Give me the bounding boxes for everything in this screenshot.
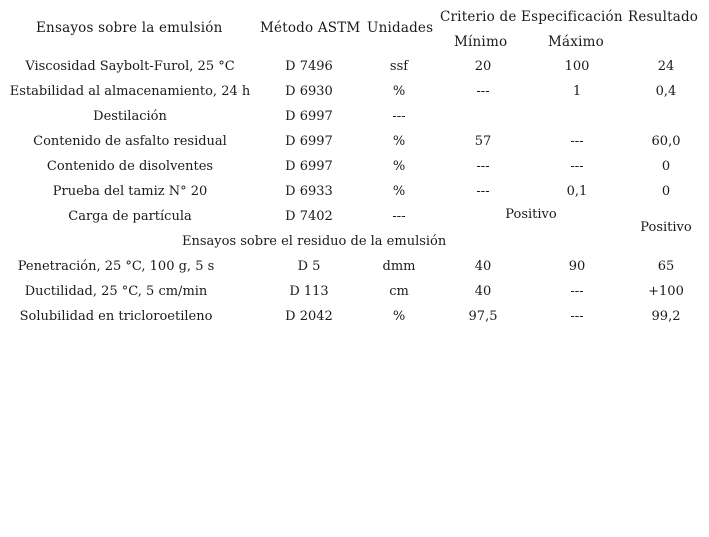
- astm-method: D 6997: [285, 109, 333, 124]
- header-result: Resultado: [628, 9, 699, 25]
- astm-method: D 7496: [285, 59, 333, 74]
- result: 60,0: [651, 134, 681, 149]
- spec-max: 0,1: [566, 184, 588, 199]
- astm-method: D 6933: [285, 184, 333, 199]
- result: 0,4: [655, 84, 677, 99]
- astm-method: D 6997: [285, 134, 333, 149]
- header-max: Máximo: [548, 34, 604, 50]
- unit: %: [392, 184, 406, 199]
- test-name: Penetración, 25 °C, 100 g, 5 s: [17, 259, 215, 274]
- unit: %: [392, 309, 406, 324]
- residue-section-title: Ensayos sobre el residuo de la emulsión: [182, 234, 447, 249]
- test-name: Contenido de disolventes: [46, 159, 214, 174]
- header-min: Mínimo: [454, 34, 508, 50]
- header-tests: Ensayos sobre la emulsión: [36, 20, 223, 36]
- spec-min: 40: [474, 259, 492, 274]
- spec-max: ---: [570, 159, 584, 174]
- astm-method: D 5: [297, 259, 321, 274]
- result: 99,2: [651, 309, 681, 324]
- astm-method: D 6930: [285, 84, 333, 99]
- astm-method: D 2042: [285, 309, 333, 324]
- test-name: Viscosidad Saybolt-Furol, 25 °C: [25, 59, 235, 74]
- spec-min: ---: [476, 159, 490, 174]
- spec-max: 90: [568, 259, 586, 274]
- spec-min: 20: [474, 59, 492, 74]
- result: Positivo: [640, 220, 692, 235]
- test-name: Solubilidad en tricloroetileno: [19, 309, 213, 324]
- unit: dmm: [382, 259, 416, 274]
- unit: %: [392, 134, 406, 149]
- spec-min: ---: [476, 84, 490, 99]
- astm-method: D 7402: [285, 209, 333, 224]
- result: 0: [661, 184, 671, 199]
- unit: ---: [392, 109, 406, 124]
- result: 0: [661, 159, 671, 174]
- unit: ssf: [389, 59, 409, 74]
- spec-min: 97,5: [468, 309, 498, 324]
- unit: cm: [389, 284, 409, 299]
- spec-max: ---: [570, 134, 584, 149]
- astm-method: D 113: [289, 284, 329, 299]
- test-name: Contenido de asfalto residual: [33, 134, 227, 149]
- unit: %: [392, 159, 406, 174]
- test-name: Destilación: [93, 109, 167, 124]
- spec-max: ---: [570, 284, 584, 299]
- header-criterion: Criterio de Especificación: [440, 9, 623, 25]
- test-name: Ductilidad, 25 °C, 5 cm/min: [24, 284, 208, 299]
- spec-min: Positivo: [505, 207, 557, 222]
- spec-max: ---: [570, 309, 584, 324]
- test-name: Estabilidad al almacenamiento, 24 h: [9, 84, 251, 99]
- header-units: Unidades: [367, 20, 434, 36]
- spec-min: 57: [474, 134, 492, 149]
- spec-max: 1: [572, 84, 582, 99]
- spec-min: 40: [474, 284, 492, 299]
- result: 24: [657, 59, 675, 74]
- spec-min: ---: [476, 184, 490, 199]
- header-method: Método ASTM: [260, 20, 361, 36]
- unit: %: [392, 84, 406, 99]
- result: 65: [657, 259, 675, 274]
- astm-method: D 6997: [285, 159, 333, 174]
- spec-max: 100: [564, 59, 590, 74]
- test-name: Carga de partícula: [68, 209, 192, 224]
- unit: ---: [392, 209, 406, 224]
- result: +100: [648, 284, 684, 299]
- test-name: Prueba del tamiz N° 20: [52, 184, 208, 199]
